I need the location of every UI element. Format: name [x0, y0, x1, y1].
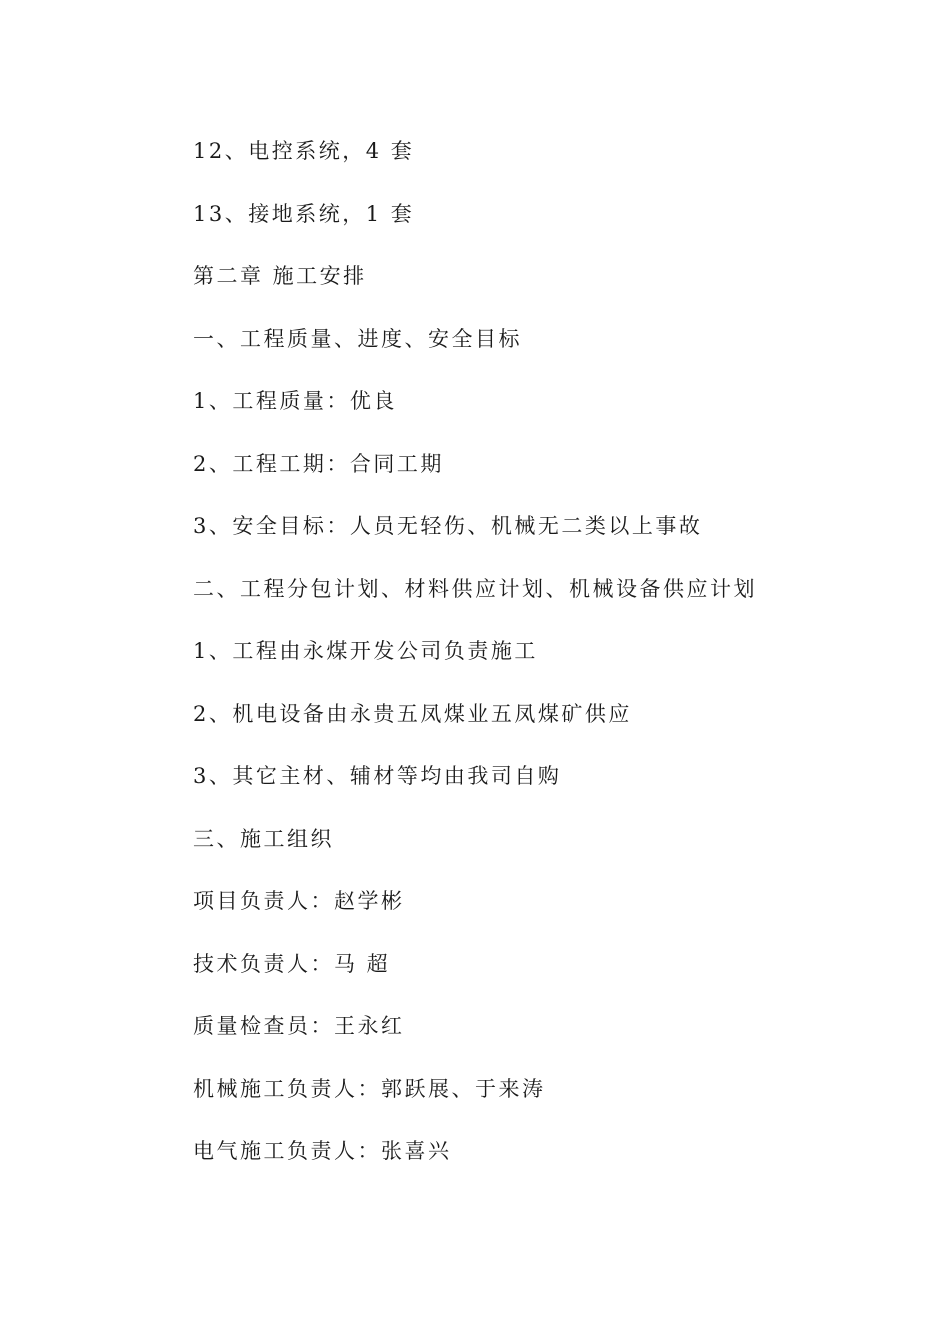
list-item-materials: 3、其它主材、辅材等均由我司自购	[193, 764, 562, 788]
list-item-safety-goal: 3、安全目标：人员无轻伤、机械无二类以上事故	[193, 514, 703, 538]
list-item-contractor: 1、工程由永煤开发公司负责施工	[193, 639, 538, 663]
section-heading-organization: 三、施工组织	[193, 826, 334, 851]
list-item-schedule: 2、工程工期：合同工期	[193, 451, 444, 476]
list-item-grounding-system: 13、接地系统，1 套	[193, 201, 415, 226]
staff-quality-inspector: 质量检查员：王永红	[193, 1014, 405, 1038]
section-heading-goals: 一、工程质量、进度、安全目标	[193, 326, 522, 351]
list-item-quality: 1、工程质量：优良	[193, 389, 397, 413]
document-body	[193, 134, 893, 1197]
staff-project-manager: 项目负责人：赵学彬	[193, 889, 405, 913]
list-item-equipment-supply: 2、机电设备由永贵五凤煤业五凤煤矿供应	[193, 701, 632, 726]
staff-electrical-lead: 电气施工负责人：张喜兴	[193, 1139, 452, 1163]
chapter-heading: 第二章 施工安排	[193, 264, 367, 288]
staff-mechanical-lead: 机械施工负责人：郭跃展、于来涛	[193, 1076, 546, 1101]
staff-technical-lead: 技术负责人：马 超	[193, 951, 391, 976]
list-item-electric-control-system: 12、电控系统，4 套	[193, 139, 415, 163]
section-heading-plans: 二、工程分包计划、材料供应计划、机械设备供应计划	[193, 576, 757, 601]
